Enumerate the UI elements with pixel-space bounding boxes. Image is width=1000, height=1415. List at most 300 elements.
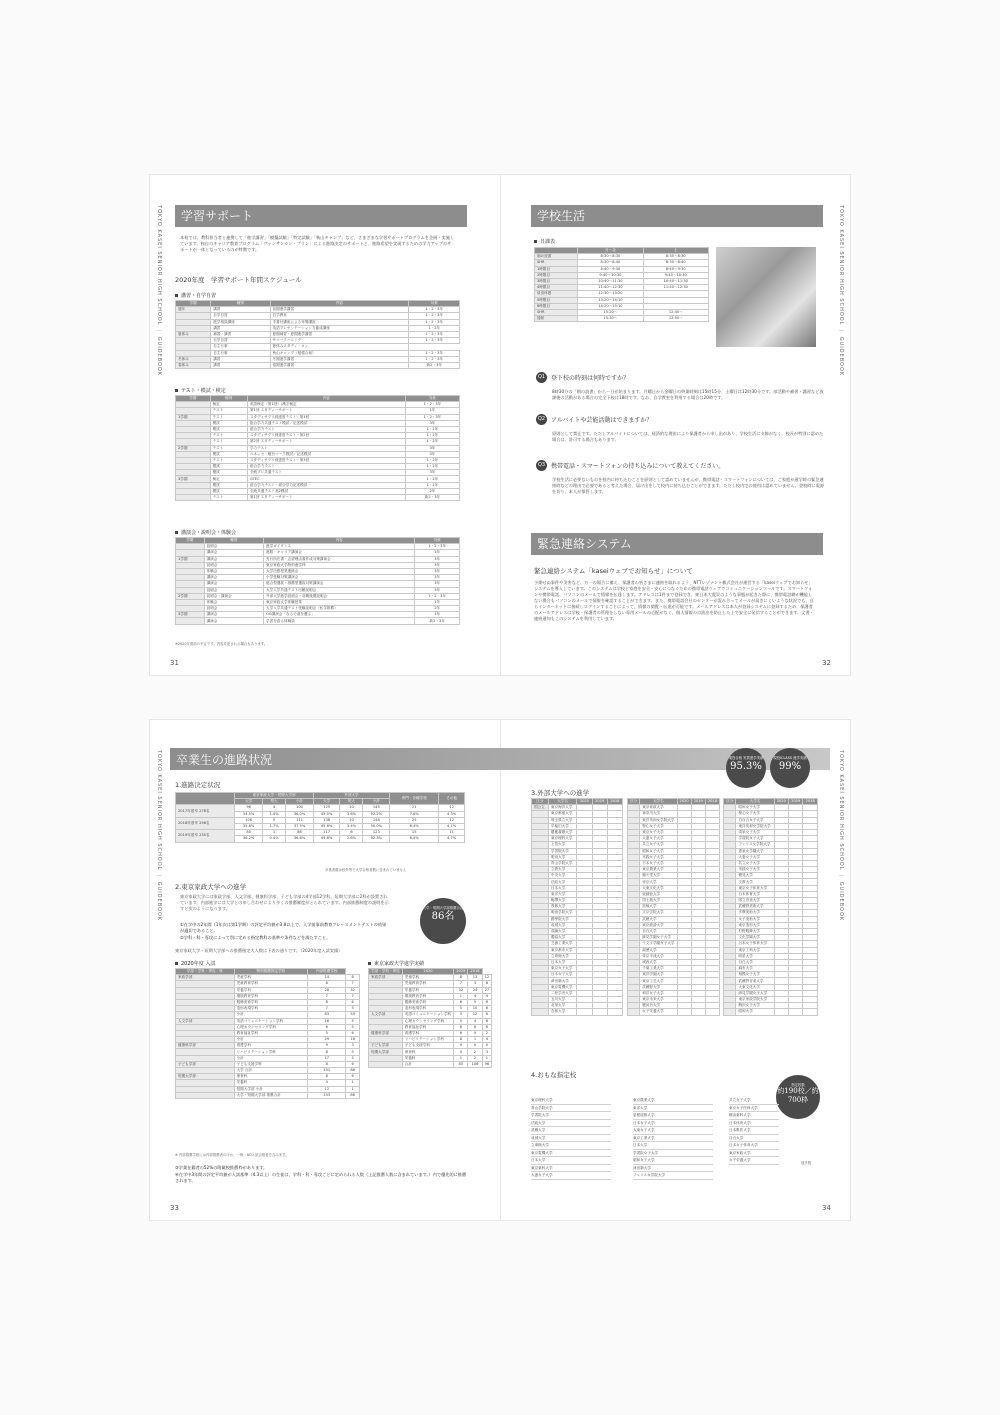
table-cell: 1・2・3年 — [409, 350, 460, 356]
university-name: 城西大学 — [640, 959, 677, 965]
table-cell: 看護学科 — [234, 1043, 308, 1049]
table-cell: 17 — [308, 1055, 346, 1061]
table-cell: 106 — [468, 1061, 482, 1067]
header-cell: 2018 — [803, 799, 818, 805]
header-cell: 2018 — [705, 799, 719, 805]
table-cell: 講演会 — [204, 556, 263, 562]
table-cell: 5 — [308, 1030, 346, 1036]
category-cell: 国公立 — [532, 805, 549, 811]
table-cell: 自主行事 — [211, 350, 270, 356]
table-cell: 学力テスト — [247, 445, 405, 451]
table-cell: 1・2・3年 — [409, 356, 460, 362]
page-33-banner: 卒業生の進路状況 — [176, 753, 273, 767]
university-name: 跡見学園女子大学 — [736, 990, 774, 996]
table-cell: 4 — [468, 1018, 482, 1024]
university-name: 明治学院大学 — [548, 910, 577, 916]
table-row — [176, 362, 460, 368]
table-cell: 9:40〜10:30 — [578, 272, 643, 278]
table-cell: リハビリテーション学科 — [402, 1037, 454, 1043]
section-4-title: 4.おもな指定校 — [531, 1071, 577, 1079]
table-cell: 9 — [468, 1030, 482, 1036]
university-name: 中央大学 — [548, 873, 577, 879]
university-name: 東京工科大学 — [736, 947, 774, 953]
table-row — [724, 1009, 818, 1015]
table-cell: 52.2% — [363, 811, 390, 817]
table-cell: 栄養学科 — [402, 987, 454, 993]
table-cell: 3年 — [415, 562, 460, 568]
table-cell: 36.0% — [286, 811, 313, 817]
university-name: 学習院女子大学 — [736, 836, 774, 842]
section-1-title: 1.進路決定状況 — [175, 781, 221, 789]
table-cell: 15:30〜 — [578, 316, 643, 322]
table-cell: 7 — [454, 981, 468, 987]
table-cell: 6 — [346, 1030, 360, 1036]
table-cell: 5 — [468, 999, 482, 1005]
page-32-banner: 学校生活 — [531, 205, 823, 227]
table-cell: 総合学力共通テスト模試／記述模試 — [247, 420, 405, 426]
badge-value: 約190校／約700枠 — [777, 1087, 819, 1104]
table-cell: 大学入学共通テスト受験説明会（私学推薦） — [264, 606, 415, 612]
page-31-intro: 本校では、教科担当者と連携して「進学講習」「模擬試験」「特定試験」「秋山キャンプ」など、さまざまな学習サポートプログラムを企画・実施しています。独自のキャリア教育プログラム「ヴァンサンカン・プラン」による進路決定のサポートと、進路希望を実現するための学力アップのサポートが一体となっているのが特徴です。 — [180, 235, 455, 252]
header-cell: 専門・各種学校 — [390, 793, 439, 805]
table-cell: 講演会 — [204, 612, 263, 618]
table-cell: 21 — [390, 805, 439, 811]
table-cell: 服飾美術学科 — [234, 999, 308, 1005]
header-cell: その他 — [439, 793, 465, 805]
table-cell: 健康科学部 — [176, 1043, 235, 1049]
table-cell: 人文学部 — [176, 1018, 235, 1024]
university-name: 玉川大学 — [548, 997, 577, 1003]
university-name: 日本女子大学 — [640, 860, 677, 866]
table-cell: 秋山キャンプ（勉強合宿） — [270, 350, 409, 356]
table-cell: 短期大学部 — [369, 1049, 403, 1055]
table-cell: 1学期 — [176, 414, 211, 420]
university-name: 帝京大学 — [640, 879, 677, 885]
university-name: 清泉女子大学 — [736, 829, 774, 835]
list-item: フェリス女学院大学 — [633, 1172, 713, 1180]
category-cell — [628, 1009, 640, 1015]
table-cell: サマーラーニング — [270, 338, 409, 344]
table-cell: 4 — [482, 993, 492, 999]
table-note: ※ 内部推薦学校には内部推薦者のほか、一般・AO入試合格者を含みます。 — [175, 1153, 289, 1157]
table-cell: 83 — [308, 1012, 346, 1018]
section-title: 講演会・説明会・体験会 — [175, 529, 236, 536]
table-cell: 子ども支援学科 — [402, 1043, 454, 1049]
career-status-table — [175, 792, 465, 843]
table-cell: 造形表現学科 — [402, 1006, 454, 1012]
university-name: 相模女子大学 — [736, 972, 774, 978]
list-item: 大妻女子大学 — [531, 1172, 611, 1180]
table-cell: 全統プレ共通テスト — [247, 470, 405, 476]
table-cell: 大学 合計 — [234, 1068, 308, 1074]
table-cell: 2.6% — [340, 836, 363, 842]
table-cell: 1 — [454, 993, 468, 999]
header-cell: 大学名 — [736, 799, 774, 805]
table-cell: 講演会 — [204, 550, 263, 556]
table-cell: 151 — [308, 1068, 346, 1074]
page-number: 33 — [170, 1204, 179, 1212]
table-cell: 8 — [482, 981, 492, 987]
table-cell: 説明会 — [204, 587, 263, 593]
table-cell: 9 — [308, 1043, 346, 1049]
table-cell: 6 — [482, 1024, 492, 1030]
badge-value: 99% — [778, 761, 802, 772]
university-name: 明治大学 — [548, 854, 577, 860]
table-cell: 講演会 — [204, 618, 263, 624]
table-row — [176, 495, 460, 501]
university-name: 共立女子大学 — [640, 842, 677, 848]
list-item: 共立女子大学 — [729, 1097, 779, 1105]
table-cell: 栄養学科 — [234, 987, 308, 993]
table-cell: 3年 — [415, 556, 460, 562]
list-item: 星槎道都大学 — [633, 1112, 713, 1120]
university-name: 東洋大学 — [548, 891, 577, 897]
table-cell: 心理カウンセリング学科 — [234, 1024, 308, 1030]
table-cell: 96 — [482, 1061, 492, 1067]
university-name: 東洋学園大学 — [640, 972, 677, 978]
table-cell: 朝の読書 — [535, 254, 578, 260]
question: 携帯電話・スマートフォンの持ち込みについて教えてください。 — [551, 463, 725, 470]
university-name: 千葉工業大学 — [640, 966, 677, 972]
table-row — [535, 316, 709, 322]
table-cell: 2学期 — [176, 593, 205, 599]
page-34 — [501, 720, 851, 1220]
university-name: 東京経済大学 — [640, 922, 677, 928]
table-cell: 自学自習 — [211, 313, 270, 319]
qa-item — [536, 367, 826, 401]
table-cell: 英語検定（第1回）/漢字検定 — [247, 402, 405, 408]
row-label: 2017年度卒 278名 — [176, 805, 235, 817]
table-cell: 11:40〜12:30 — [578, 285, 643, 291]
university-name: 青山学院大学 — [548, 860, 577, 866]
table-cell: 111 — [286, 817, 313, 823]
table-cell: 5 — [346, 1018, 360, 1024]
table-cell: 6.4% — [390, 836, 439, 842]
emergency-title: 緊急連絡システム「kaseiウェブでお知らせ」について — [534, 567, 693, 575]
count-cell — [677, 1009, 691, 1015]
table-cell: 前期進学講習 — [270, 307, 409, 313]
count-cell — [691, 1009, 705, 1015]
header-cell: 学期 — [176, 538, 205, 544]
university-name: 日本女子体育大学 — [736, 941, 774, 947]
table-cell: スタディサプリ到達度テスト・第3回 — [247, 457, 405, 463]
list-item: 東洋大学 — [633, 1105, 713, 1113]
table-cell: 12:40〜 — [643, 309, 708, 315]
table-cell: 冬休み — [176, 356, 211, 362]
university-name: 和洋女子大学 — [640, 990, 677, 996]
table-cell: テスト — [210, 457, 247, 463]
table-cell: 3学期 — [176, 612, 205, 618]
list-item: 日本女子大学 — [633, 1120, 713, 1128]
university-name: 上智大学 — [548, 842, 577, 848]
table-cell: 45.6% — [313, 823, 340, 829]
table-cell: 模試 — [210, 426, 247, 432]
table-cell: 4時限目 — [535, 285, 578, 291]
schedule-table-tests — [175, 395, 460, 501]
table-row — [176, 1092, 360, 1098]
question: アルバイトや芸能活動はできますか？ — [551, 417, 653, 424]
badge-label: 指定校数 — [791, 1083, 805, 1087]
university-name: 杏林大学 — [548, 1009, 577, 1015]
recommendation-table — [175, 968, 360, 1099]
header-cell: 特別推薦指定学校 — [234, 969, 308, 975]
table-cell: GTEC — [247, 476, 405, 482]
table-cell: 6 — [482, 999, 492, 1005]
table-cell: OG講演会「なるで道を選ぶ」 — [264, 612, 415, 618]
table-cell: 総合学力テスト — [247, 426, 405, 432]
table-cell: 東京家政大学特別進学枠 — [264, 562, 415, 568]
emergency-text: 予期せぬ事件や災害など、万一の場合に備え、保護者の皆さまに連絡を取れるよう、NTTレゾナント株式会社が運営する「kaseiウェブでお知らせ」システムを導入しています。このシステムは学校と家庭を安全・安心につなぐための携帯電話ウェブでコミュニケーションツールです。スマートフォンや携帯電話、パソコンのメールで情報を伝達します。アドレスは1件まで登録でき、東日本大震災のような事態が起きた際に、携帯電話網が機能しない場合もパソコンのメールで情報を確認することができます。また、携帯電話会社のセンターが混み合ってメールが届きにくいような状況でも、自らインターネットに接続しログインすることによって、情報の閲覧・伝達が可能です。メールアドレスは本人が登録システムに登録するため、保護者のメールアドレスは学校・保護者の管理をしない専用メールの心配がなく、個人情報のの流出を防止した上で安全に発信することができます。文書・連絡通知もこのシステムを利用しています。 — [534, 580, 814, 621]
table-cell: 児童学科 — [402, 975, 454, 981]
table-cell: テスト — [210, 408, 247, 414]
university-name: 実践女子大学 — [640, 854, 677, 860]
table-cell: 夏休み — [176, 331, 211, 337]
table-cell: 6 — [468, 1024, 482, 1030]
table-cell: 4.7% — [439, 836, 465, 842]
table-cell: 5 — [346, 1006, 360, 1012]
table-cell: テスト — [210, 414, 247, 420]
table-cell: 24 — [468, 987, 482, 993]
table-cell: 1・2・3年 — [415, 593, 460, 599]
university-name: 鶴見大学 — [736, 873, 774, 879]
table-cell: 小計 — [234, 1012, 308, 1018]
row-label: 2018年度卒 296名 — [176, 817, 235, 829]
badge-label: 現役ICLASS 進学実績 — [773, 756, 807, 760]
table-cell: 8:30〜8:40 — [643, 260, 708, 266]
table-cell: 50.0% — [363, 823, 390, 829]
enrollment-rate-badge — [770, 748, 810, 788]
table-cell: 進学ガイダンス — [264, 544, 415, 550]
table-cell: 模試 — [210, 488, 247, 494]
table-cell — [176, 618, 205, 624]
header-cell: 2020 — [774, 799, 788, 805]
table-cell: 英語コミュニケーション学科 — [402, 1012, 454, 1018]
table-cell: 3年 — [405, 420, 459, 426]
count-cell — [774, 1009, 788, 1015]
table-cell: 12 — [468, 1012, 482, 1018]
table-cell: 夏休みスタディ・オン — [270, 344, 409, 350]
category-cell — [724, 1009, 736, 1015]
table-cell: 1・2・3年 — [405, 402, 459, 408]
university-name: 日本女子大学 — [548, 972, 577, 978]
school-side-label: TOKYO KASEI SENIOR HIGH SCHOOL ｜ GUIDEBOOK — [838, 205, 844, 377]
table-cell: 子ども学部 — [176, 1061, 235, 1067]
table-cell: 自学自習 — [211, 338, 270, 344]
designated-schools-badge — [776, 1075, 820, 1119]
table-cell: SHR — [535, 309, 578, 315]
table-cell — [369, 1061, 403, 1067]
university-name: 文京学院大学 — [640, 910, 677, 916]
table-cell: 健康科学部 — [369, 1030, 403, 1036]
emergency-banner: 緊急連絡システム — [531, 533, 823, 555]
header-cell: 内部推薦学校 — [308, 969, 346, 975]
table-cell: 100 — [286, 805, 313, 811]
table-cell: 8:30〜8:40 — [578, 260, 643, 266]
header-cell: 2019 — [691, 799, 705, 805]
table-cell: 145 — [363, 805, 390, 811]
table-cell: 小計 — [234, 1037, 308, 1043]
table-cell: 講習 — [211, 362, 270, 368]
list-item: 学習院大学 — [531, 1112, 611, 1120]
table-cell: 3学期 — [176, 476, 211, 482]
table-cell: 125 — [313, 805, 340, 811]
table-cell: 小計 — [234, 1055, 308, 1061]
table-cell: 0 — [454, 1049, 468, 1055]
table-cell: 5 — [346, 1024, 360, 1030]
table-cell: 大学・短期大学部 推薦合計 — [234, 1092, 308, 1098]
table-cell: 7 — [308, 993, 346, 999]
university-name: 東京女子体育大学 — [736, 885, 774, 891]
table-cell: 8 — [308, 999, 346, 1005]
university-name: 東洋英和女学院大学 — [640, 817, 677, 823]
table-cell: 1年 — [415, 612, 460, 618]
table-cell: 32 — [454, 987, 468, 993]
header-cell: 種別 — [210, 396, 247, 402]
table-cell: 8 — [454, 975, 468, 981]
table-cell: 説明会・講演会 — [204, 593, 263, 599]
table-cell: 第1回 スタディーサポート — [247, 408, 405, 414]
table-cell: 保育科 — [234, 1074, 308, 1080]
university-name: 武蔵大学 — [640, 916, 677, 922]
university-name: 昭和大学 — [736, 1009, 774, 1015]
table-cell: 1・2・3年 — [405, 414, 459, 420]
header-cell: 2020 — [677, 799, 691, 805]
table-cell: 模試 — [210, 451, 247, 457]
list-item: 東京工業大学 — [633, 1135, 713, 1143]
table-cell: 1・2・3年 — [409, 338, 460, 344]
university-name: 立命館大学 — [548, 953, 577, 959]
university-name: 帝京平成大学 — [640, 953, 677, 959]
table-cell: 1・2年 — [405, 482, 459, 488]
university-name: 聖心女子大学 — [640, 823, 677, 829]
university-name: 跡見学園女子大学 — [640, 935, 677, 941]
table-cell: 栄養科 — [234, 1080, 308, 1086]
university-name: 国士舘大学 — [640, 898, 677, 904]
table-cell: 15 — [390, 830, 439, 836]
university-table — [627, 798, 720, 1016]
university-name: 東京女子大学 — [548, 966, 577, 972]
page-31-banner: 学習サポート — [175, 205, 467, 227]
university-name: 聖心女子大学 — [736, 811, 774, 817]
table-cell: 2時限目 — [535, 272, 578, 278]
header-row — [369, 969, 492, 975]
table-cell: 117 — [313, 830, 340, 836]
university-name: 東京農業大学 — [640, 867, 677, 873]
table-cell: 心理カウンセリング学科 — [402, 1018, 454, 1024]
header-cell: 対象 — [409, 301, 460, 307]
schedule-title: 2020年度 学習サポート年間スケジュール — [175, 276, 302, 284]
table-title: 東京家政大学進学実績 — [368, 960, 424, 967]
school-side-label: TOKYO KASEI SENIOR HIGH SCHOOL ｜ GUIDEBOOK — [156, 205, 162, 377]
section-title: 講習・自学自習 — [175, 292, 216, 299]
table-cell: 2 — [482, 1030, 492, 1036]
table-cell: 138 — [313, 817, 340, 823]
table-cell: 5 — [346, 1049, 360, 1055]
table-cell: 教育福祉学科 — [402, 1024, 454, 1030]
table-cell: 東京家政大学体験授業 — [264, 599, 415, 605]
badge-value: 95.3% — [730, 761, 762, 772]
table-cell: 12 — [482, 975, 492, 981]
university-name: 駒澤大学 — [548, 898, 577, 904]
table-cell: 4 — [308, 1080, 346, 1086]
table-cell: 12:50〜 — [643, 316, 708, 322]
university-name: 東洋英和女学院大学 — [736, 823, 774, 829]
university-name: 女子美術大学 — [736, 916, 774, 922]
table-cell: 1年 — [415, 599, 460, 605]
header-cell: 大学名 — [548, 799, 577, 805]
table-cell: 5時限目 — [535, 297, 578, 303]
table-cell: 8:40〜9:30 — [578, 266, 643, 272]
university-name: 淑徳大学 — [640, 947, 677, 953]
header-cell: 大学 — [313, 799, 340, 805]
list-item: 東京農業大学 — [633, 1097, 713, 1105]
header-cell: 対象 — [405, 396, 459, 402]
count-cell — [789, 1009, 803, 1015]
table-cell: 9:40〜10:30 — [643, 272, 708, 278]
table-cell: 短期大学部 小計 — [234, 1086, 308, 1092]
table-cell: 冬期進学講習 — [270, 356, 409, 362]
table-cell: 12:30〜13:20 — [578, 291, 643, 297]
table-cell: 1.7% — [262, 823, 286, 829]
table-row — [532, 1009, 623, 1015]
header-cell: 学期 — [176, 301, 211, 307]
university-name: 駿河台大学 — [640, 1003, 677, 1009]
table-cell: 1年 — [405, 408, 459, 414]
table-cell: 6 — [482, 1018, 492, 1024]
schedule-table-lectures — [175, 300, 460, 369]
table-cell: 14 — [308, 975, 346, 981]
table-cell: 人文学部 — [369, 1012, 403, 1018]
table-cell: 模試 — [210, 420, 247, 426]
table-cell: 85 — [454, 1061, 468, 1067]
table-cell: 2年 — [405, 488, 459, 494]
table-cell: 12 — [308, 1086, 346, 1092]
table-cell — [176, 1092, 235, 1098]
table-cell: 12 — [439, 805, 465, 811]
university-name: フェリス女学院大学 — [736, 842, 774, 848]
timetable — [534, 247, 709, 322]
bottom-note: ④在学中3年間の評定平均値が入試基準（4.3以上）の生徒は、学科・科・専攻ごとに定められる人数（上記推薦人数に含まれています。）内で優先的に推薦されます。 — [175, 1172, 467, 1183]
table-cell: 8 — [308, 1061, 346, 1067]
table-cell: 新2・3年 — [409, 362, 460, 368]
table-cell: SHR — [535, 260, 578, 266]
question: 登下校の時刻は何時ですか？ — [551, 375, 630, 382]
table-cell: 家政学部 — [369, 975, 403, 981]
university-name: 北里大学 — [548, 1003, 577, 1009]
table-cell: 模試 — [210, 464, 247, 470]
table-cell: 13:20〜14:10 — [578, 297, 643, 303]
university-name: 麻布大学 — [736, 966, 774, 972]
table-cell: 家政学部 — [176, 975, 235, 981]
table-cell: 3時限目 — [535, 278, 578, 284]
university-name: 東京家政大学 — [640, 805, 677, 811]
table-cell: 6 — [308, 1024, 346, 1030]
recommendation-total-badge — [420, 898, 466, 944]
timetable-title: 日課表 — [534, 238, 555, 245]
header-cell: 学部・学科・専攻 — [369, 969, 403, 975]
list-item: 東京理科大学 — [531, 1097, 611, 1105]
table-row — [369, 1061, 492, 1067]
table-cell: 7 — [308, 1006, 346, 1012]
table-cell: 10 — [340, 817, 363, 823]
list-item: 目白大学 — [729, 1135, 779, 1143]
table-cell: 検定 — [210, 476, 247, 482]
table-cell: 総合学力テスト — [247, 464, 405, 470]
table-cell: 1時限目 — [535, 266, 578, 272]
table-cell: 3年 — [415, 581, 460, 587]
table-cell: 1・2年 — [405, 476, 459, 482]
table-cell: 36.6% — [286, 836, 313, 842]
